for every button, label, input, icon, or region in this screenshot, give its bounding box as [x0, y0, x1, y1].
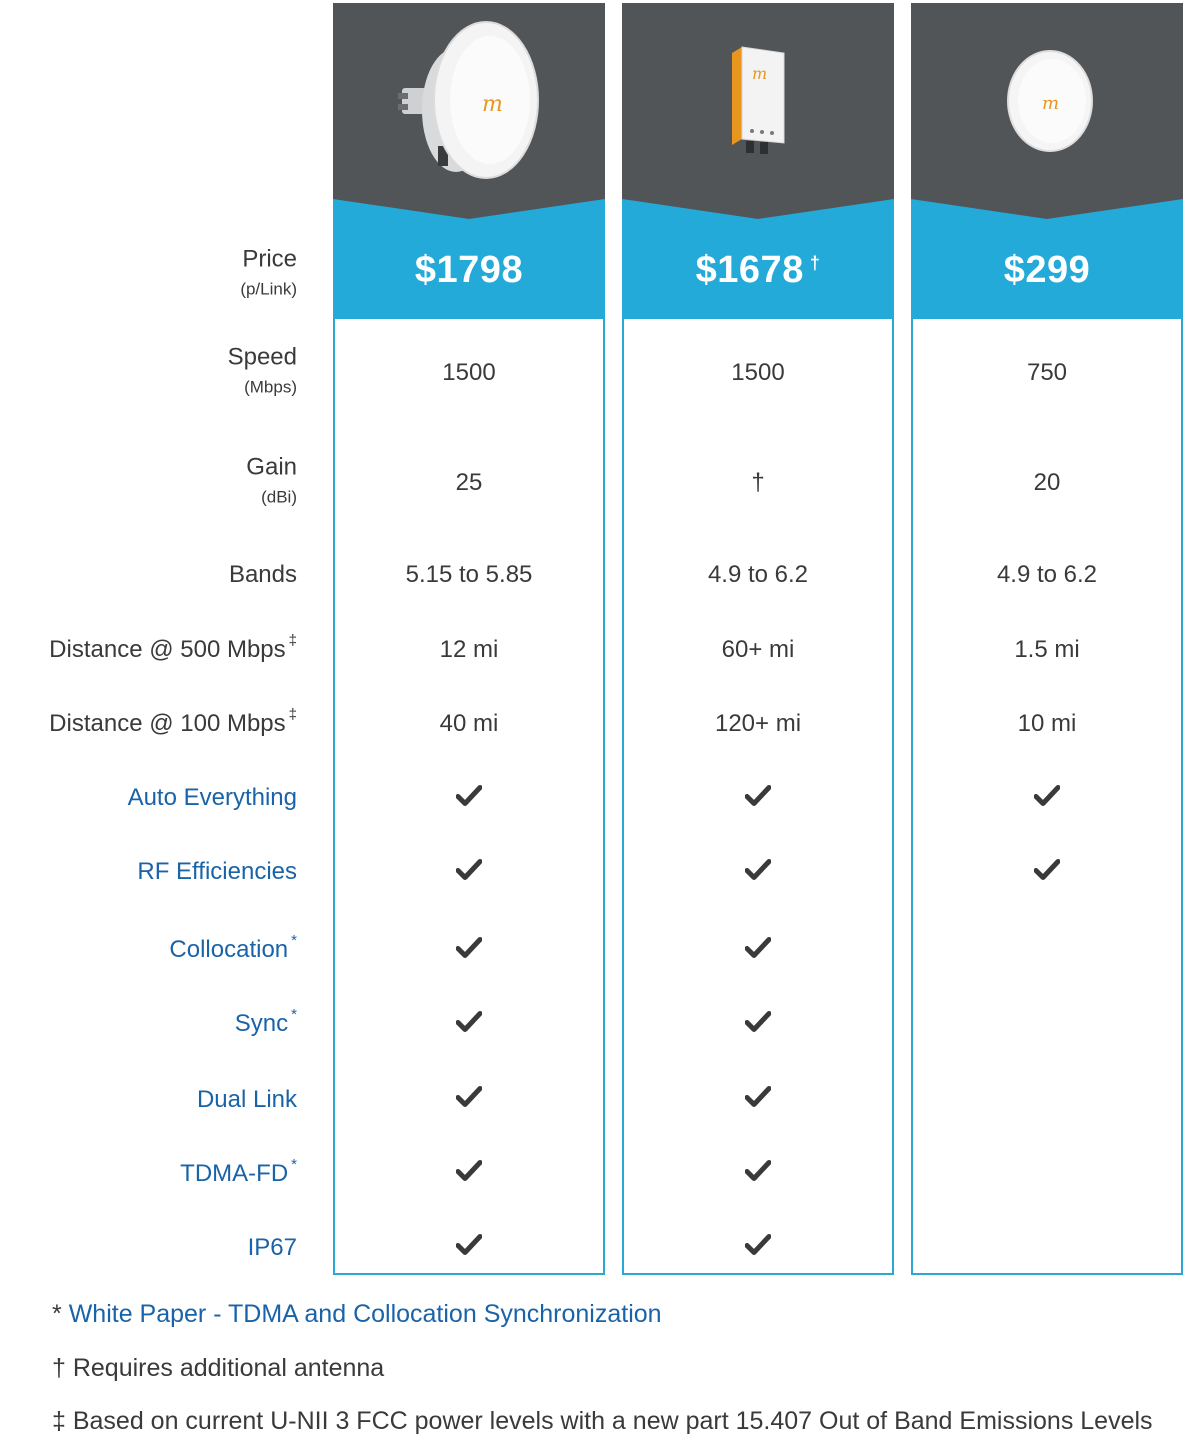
white-paper-link[interactable]: White Paper - TDMA and Collocation Synchronization [68, 1300, 662, 1328]
price-value [333, 249, 605, 292]
checkmark-icon [745, 785, 771, 807]
product-column-3 [911, 3, 1183, 1275]
speed-value: 750 [1026, 359, 1068, 386]
speed-unit: (Mbps) [244, 377, 297, 397]
gain-value: 25 [455, 469, 483, 496]
feature-check-rf-efficiencies [624, 859, 892, 886]
distance-500-value: 60+ mi [721, 636, 795, 663]
price-value [622, 249, 894, 292]
product-header [911, 3, 1183, 319]
feature-check-ip67 [624, 1234, 892, 1261]
feature-label-text[interactable]: Sync [234, 1010, 289, 1038]
checkmark-icon [745, 1011, 771, 1033]
connectorized-radio-image [718, 43, 798, 163]
checkmark-icon [745, 937, 771, 959]
checkmark-icon [456, 1234, 482, 1256]
price-text: $1678 [695, 249, 804, 291]
price-text: $1798 [414, 249, 524, 291]
feature-check-dual-link [624, 1086, 892, 1113]
gain-label: Gain [246, 453, 297, 481]
distance-100-value: 120+ mi [714, 710, 802, 737]
checkmark-icon [456, 1086, 482, 1108]
small-dish-radio-image [992, 43, 1102, 163]
distance-500-label: Distance @ 500 Mbps [49, 636, 286, 664]
bands-value: 4.9 to 6.2 [707, 561, 809, 588]
dagger-mark: † [809, 253, 821, 273]
feature-label-text[interactable]: IP67 [247, 1234, 297, 1262]
feature-label-text[interactable]: Collocation [169, 936, 289, 964]
feature-check-collocation [335, 937, 603, 964]
feature-check-auto-everything [335, 785, 603, 812]
price-text: $299 [1003, 249, 1091, 291]
feature-check-auto-everything [913, 785, 1181, 812]
checkmark-icon [745, 1234, 771, 1256]
large-dish-radio-image [394, 18, 544, 188]
feature-label-auto-everything[interactable] [128, 784, 297, 812]
feature-check-rf-efficiencies [913, 859, 1181, 886]
checkmark-icon [456, 859, 482, 881]
distance-100-value: 40 mi [439, 710, 499, 737]
feature-label-text[interactable]: RF Efficiencies [137, 858, 297, 886]
feature-label-tdma-fd[interactable] [180, 1156, 297, 1188]
price-value [911, 249, 1183, 292]
price-label: Price [242, 245, 297, 273]
product-column-1 [333, 3, 605, 1275]
price-unit: (p/Link) [240, 279, 297, 299]
checkmark-icon [1034, 785, 1060, 807]
feature-label-sync[interactable] [234, 1006, 297, 1038]
svg-text:m: m [482, 92, 503, 117]
distance-100-value: 10 mi [1017, 710, 1077, 737]
speed-label: Speed [227, 343, 297, 371]
row-label-bands [229, 561, 297, 589]
bands-label: Bands [228, 561, 297, 589]
row-label-gain [246, 453, 297, 506]
checkmark-icon [745, 859, 771, 881]
row-label-distance-100 [49, 706, 297, 738]
bands-value: 4.9 to 6.2 [996, 561, 1098, 588]
feature-check-collocation [624, 937, 892, 964]
asterisk-mark: * [291, 932, 297, 950]
product-header [333, 3, 605, 319]
checkmark-icon [456, 937, 482, 959]
feature-check-tdma-fd [335, 1160, 603, 1187]
row-label-price [240, 245, 297, 298]
product-column-2 [622, 3, 894, 1275]
feature-check-tdma-fd [624, 1160, 892, 1187]
feature-check-rf-efficiencies [335, 859, 603, 886]
svg-text:m: m [752, 64, 768, 83]
checkmark-icon [456, 1011, 482, 1033]
row-label-distance-500 [49, 632, 297, 664]
speed-value: 1500 [442, 359, 496, 386]
feature-label-ip67[interactable] [248, 1234, 297, 1262]
checkmark-icon [456, 785, 482, 807]
gain-value: † [751, 469, 765, 496]
feature-check-sync [624, 1011, 892, 1038]
feature-label-rf-efficiencies[interactable] [137, 858, 297, 886]
speed-value: 1500 [731, 359, 785, 386]
feature-label-text[interactable]: Dual Link [196, 1086, 297, 1114]
double-dagger-mark: ‡ [288, 706, 297, 724]
distance-500-value: 12 mi [439, 636, 499, 663]
double-dagger-mark: ‡ [288, 632, 297, 650]
checkmark-icon [456, 1160, 482, 1182]
checkmark-icon [1034, 859, 1060, 881]
gain-value: 20 [1033, 469, 1061, 496]
asterisk-symbol: * [52, 1300, 62, 1328]
svg-text:m: m [1042, 93, 1060, 114]
distance-100-label: Distance @ 100 Mbps [49, 710, 286, 738]
feature-label-dual-link[interactable] [197, 1086, 297, 1114]
checkmark-icon [745, 1160, 771, 1182]
feature-check-dual-link [335, 1086, 603, 1113]
asterisk-mark: * [291, 1006, 297, 1024]
feature-check-auto-everything [624, 785, 892, 812]
footnote-dagger: † Requires additional antenna [52, 1354, 385, 1382]
feature-label-text[interactable]: Auto Everything [127, 784, 297, 812]
feature-check-ip67 [335, 1234, 603, 1261]
feature-label-collocation[interactable] [169, 932, 297, 964]
feature-check-sync [335, 1011, 603, 1038]
gain-unit: (dBi) [261, 487, 297, 507]
product-header [622, 3, 894, 319]
footnote-double-dagger: ‡ Based on current U-NII 3 FCC power levels with a new part 15.407 Out of Band Emissions Levels [52, 1407, 1153, 1435]
checkmark-icon [745, 1086, 771, 1108]
distance-500-value: 1.5 mi [1014, 636, 1080, 663]
row-label-speed [228, 343, 297, 396]
asterisk-mark: * [291, 1156, 297, 1174]
footnote-asterisk [52, 1300, 662, 1329]
bands-value: 5.15 to 5.85 [405, 561, 533, 588]
feature-label-text[interactable]: TDMA-FD [180, 1160, 289, 1188]
